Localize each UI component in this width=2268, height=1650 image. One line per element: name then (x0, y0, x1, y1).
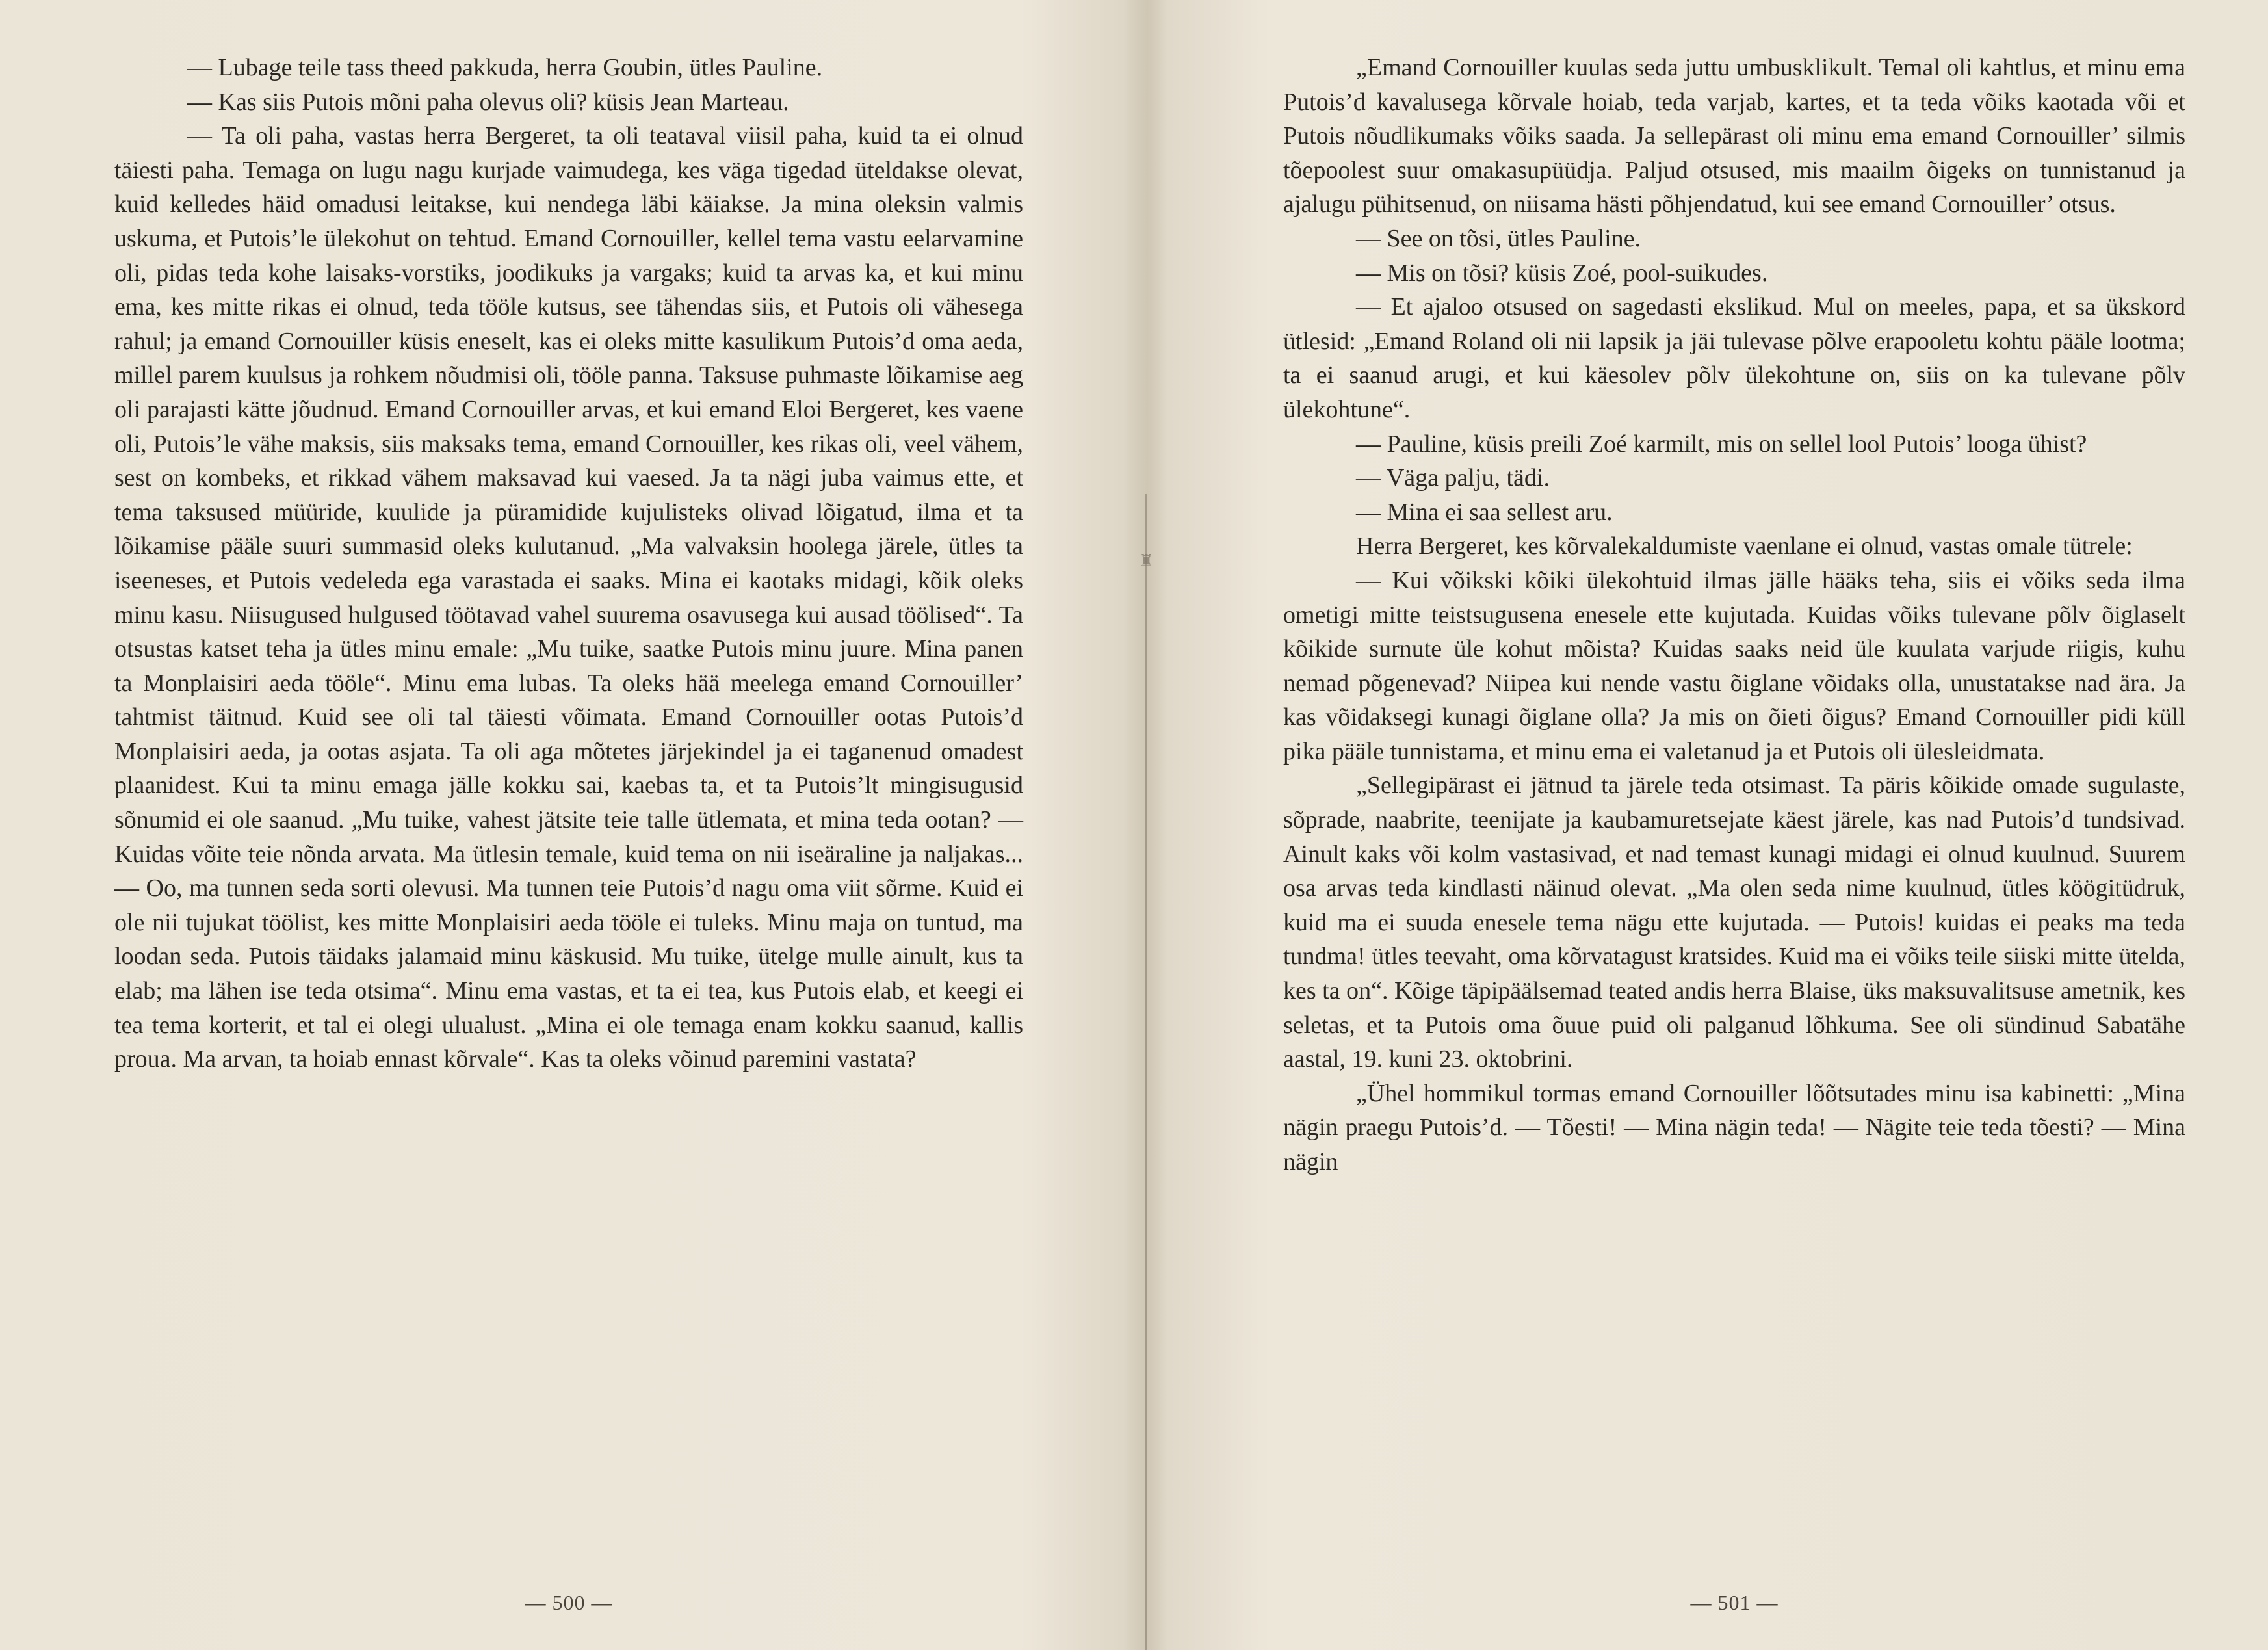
paragraph: — Pauline, küsis preili Zoé karmilt, mis on sellel lool Putois’ looga ühist? (1356, 430, 2087, 458)
page-number: — 500 — (525, 1591, 613, 1614)
paragraph: „Ühel hommikul tormas emand Cornouiller lõõtsutades minu isa kabinetti: „Mina nägin praegu Putois’d. — Tõesti! — Mina nägin teda! — Nägite teie teda tõesti? — Mina nägin (1283, 1079, 2185, 1175)
paragraph: — See on tõsi, ütles Pauline. (1356, 224, 1641, 252)
binding-mark-icon: ♜ (1139, 551, 1154, 571)
paragraph: — Kas siis Putois mõni paha olevus oli? küsis Jean Marteau. (187, 88, 789, 116)
paragraph: Herra Bergeret, kes kõrvalekaldumiste vaenlane ei olnud, vastas omale tütrele: (1356, 532, 2133, 560)
right-page-text (1283, 51, 2185, 1179)
paragraph: „Emand Cornouiller kuulas seda juttu umbusklikult. Temal oli kahtlus, et minu ema Putois’d kavalusega kõrvale hoiab, teda varjab, kartes, et ta teda võiks kaotada või et Putois nõudlikumaks võiks saada. Ja sellepärast oli minu ema emand Cornouiller’ silmis tõepoolest suur omakasupüüdja. Paljud otsused, mis maailm õigeks on tunnistanud ja ajalugu pühitsenud, on niisama hästi põhjendatud, kui see emand Cornouiller’ otsus. (1283, 54, 2185, 218)
right-page (1134, 0, 2267, 1650)
paragraph: — Lubage teile tass theed pakkuda, herra Goubin, ütles Pauline. (187, 54, 823, 81)
paragraph: — Ta oli paha, vastas herra Bergeret, ta oli teataval viisil paha, kuid ta ei olnud täiesti paha. Temaga on lugu nagu kurjade vaimudega, kes väga tigedad üteldakse olevat, kuid kelledes häid omadusi leitakse, kui nendega läbi käiakse. Ja mina oleksin valmis uskuma, et Putois’le ülekohut on tehtud. Emand Cornouiller, kellel tema vastu eelarvamine oli, pidas teda kohe laisaks-vorstiks, joodikuks ja vargaks; kuid ta arvas ka, et kui minu ema, kes mitte rikas ei olnud, teda tööle kutsus, see tähendas siis, et Putois oli vähesega rahul; ja emand Cornouiller küsis eneselt, kas ei oleks mitte kasulikum Putois’d oma aeda, millel parem kuulsus ja rohkem nõudmisi oli, tööle panna. Taksuse puhmaste lõikamise aeg oli parajasti kätte jõudnud. Emand Cornouiller arvas, et kui emand Eloi Bergeret, kes vaene oli, Putois’le vähe maksis, siis maksaks tema, emand Cornouiller, kes rikas oli, veel vähem, sest on kombeks, et rikkad vähem maksavad kui vaesed. Ja ta nägi juba vaimus ette, et tema taksused müüride, kuulide ja püramidide kujulisteks olivad lõigatud, ilma et ta lõikamise pääle suuri summasid oleks kulutanud. „Ma valvaksin hoolega järele, ütles ta iseeneses, et Putois vedeleda ega varastada ei saaks. Mina ei kaotaks midagi, kõik oleks minu kasu. Niisugused hulgused töötavad vahel suurema osavusega kui ausad töölised“. Ta otsustas katset teha ja ütles minu emale: „Mu tuike, saatke Putois minu juure. Mina panen ta Monplaisiri aeda tööle“. Minu ema lubas. Ta oleks hää meelega emand Cornouiller’ tahtmist täitnud. Kuid see oli tal täiesti võimata. Emand Cornouiller ootas Putois’d Monplaisiri aeda, ja ootas asjata. Ta oli aga mõtetes järjekindel ja ei taganenud omadest plaanidest. Kui ta minu emaga jälle kokku sai, kaebas ta, et ta Putois’lt mingisugusid sõnumid ei ole saanud. „Mu tuike, vahest jätsite teie talle ütlemata, et mina teda ootan? — Kuidas võite teie nõnda arvata. Ma ütlesin temale, kuid tema on nii iseäraline ja naljakas... — Oo, ma tunnen seda sorti olevusi. Ma tunnen teie Putois’d nagu oma viit sõrme. Kuid ei ole nii tujukat töölist, kes mitte Monplaisiri aeda tööle ei tuleks. Minu maja on tuntud, ma loodan seda. Putois täidaks jalamaid minu käskusid. Mu tuike, ütelge mulle ainult, kus ta elab; ma lähen ise teda otsima“. Minu ema vastas, et ta ei tea, kus Putois elab, et keegi ei tea tema korterit, et tal ei olegi ulualust. „Mina ei ole temaga enam kokku saanud, kallis proua. Ma arvan, ta hoiab ennast kõrvale“. Kas ta oleks võinud paremini vastata? (114, 122, 1023, 1073)
paragraph: — Mis on tõsi? küsis Zoé, pool-suikudes. (1356, 259, 1768, 287)
paragraph: — Kui võikski kõiki ülekohtuid ilmas jälle hääks teha, siis ei võiks seda ilma ometigi mitte teistsugusena enesele ette kujutada. Kuidas võiks tulevane põlv õiglaselt kõikide surnute üle kohut mõista? Kuidas saaks neid üle kuulata varjude riigis, kuhu nemad põgenevad? Niipea kui nende vastu õiglane võidaks olla, unustatakse nad ära. Ja kas võidaksegi kunagi õiglane olla? Ja mis on õieti õigus? Emand Cornouiller pidi küll pika pääle tunnistama, et minu ema ei valetanud ja et Putois oli ülesleidmata. (1283, 566, 2185, 765)
paragraph: — Väga palju, tädi. (1356, 464, 1550, 492)
paragraph: „Sellegipärast ei jätnud ta järele teda otsimast. Ta päris kõikide omade sugulaste, sõprade, naabrite, teenijate ja kaubamuretsejate käest järele, kas nad Putois’d tundsivad. Ainult kaks või kolm vastasivad, et nad temast kunagi midagi ei olnud kuulnud. Suurem osa arvas teda kindlasti näinud olevat. „Ma olen seda nime kuulnud, ütles köögitüdruk, kuid ma ei suuda enesele tema nägu ette kujutada. — Putois! kuidas ei peaks ma teda tundma! ütles teevaht, oma kõrvatagust kratsides. Kuid ma ei võiks teile siiski mitte ütelda, kes ta on“. Kõige täpipäälsemad teated andis herra Blaise, üks maksuvalitsuse ametnik, kes seletas, et ta Putois oma õuue puid oli palganud lõhkuma. See oli sündinud Sabatähe aastal, 19. kuni 23. oktobrini. (1283, 772, 2185, 1073)
page-number: — 501 — (1690, 1591, 1779, 1614)
left-page-text (114, 51, 1023, 1077)
paragraph: — Et ajaloo otsused on sagedasti ekslikud. Mul on meeles, papa, et sa ükskord ütlesid: „Emand Roland oli nii lapsik ja jäi tulevase põlve erapooletu kohtu pääle lootma; ta ei saanud arugi, et kui käesolev põlv ülekohtune on, siis on ka tulevane põlv ülekohtune“. (1283, 293, 2185, 423)
paragraph: — Mina ei saa sellest aru. (1356, 498, 1613, 526)
binding-gutter (1145, 494, 1147, 1650)
